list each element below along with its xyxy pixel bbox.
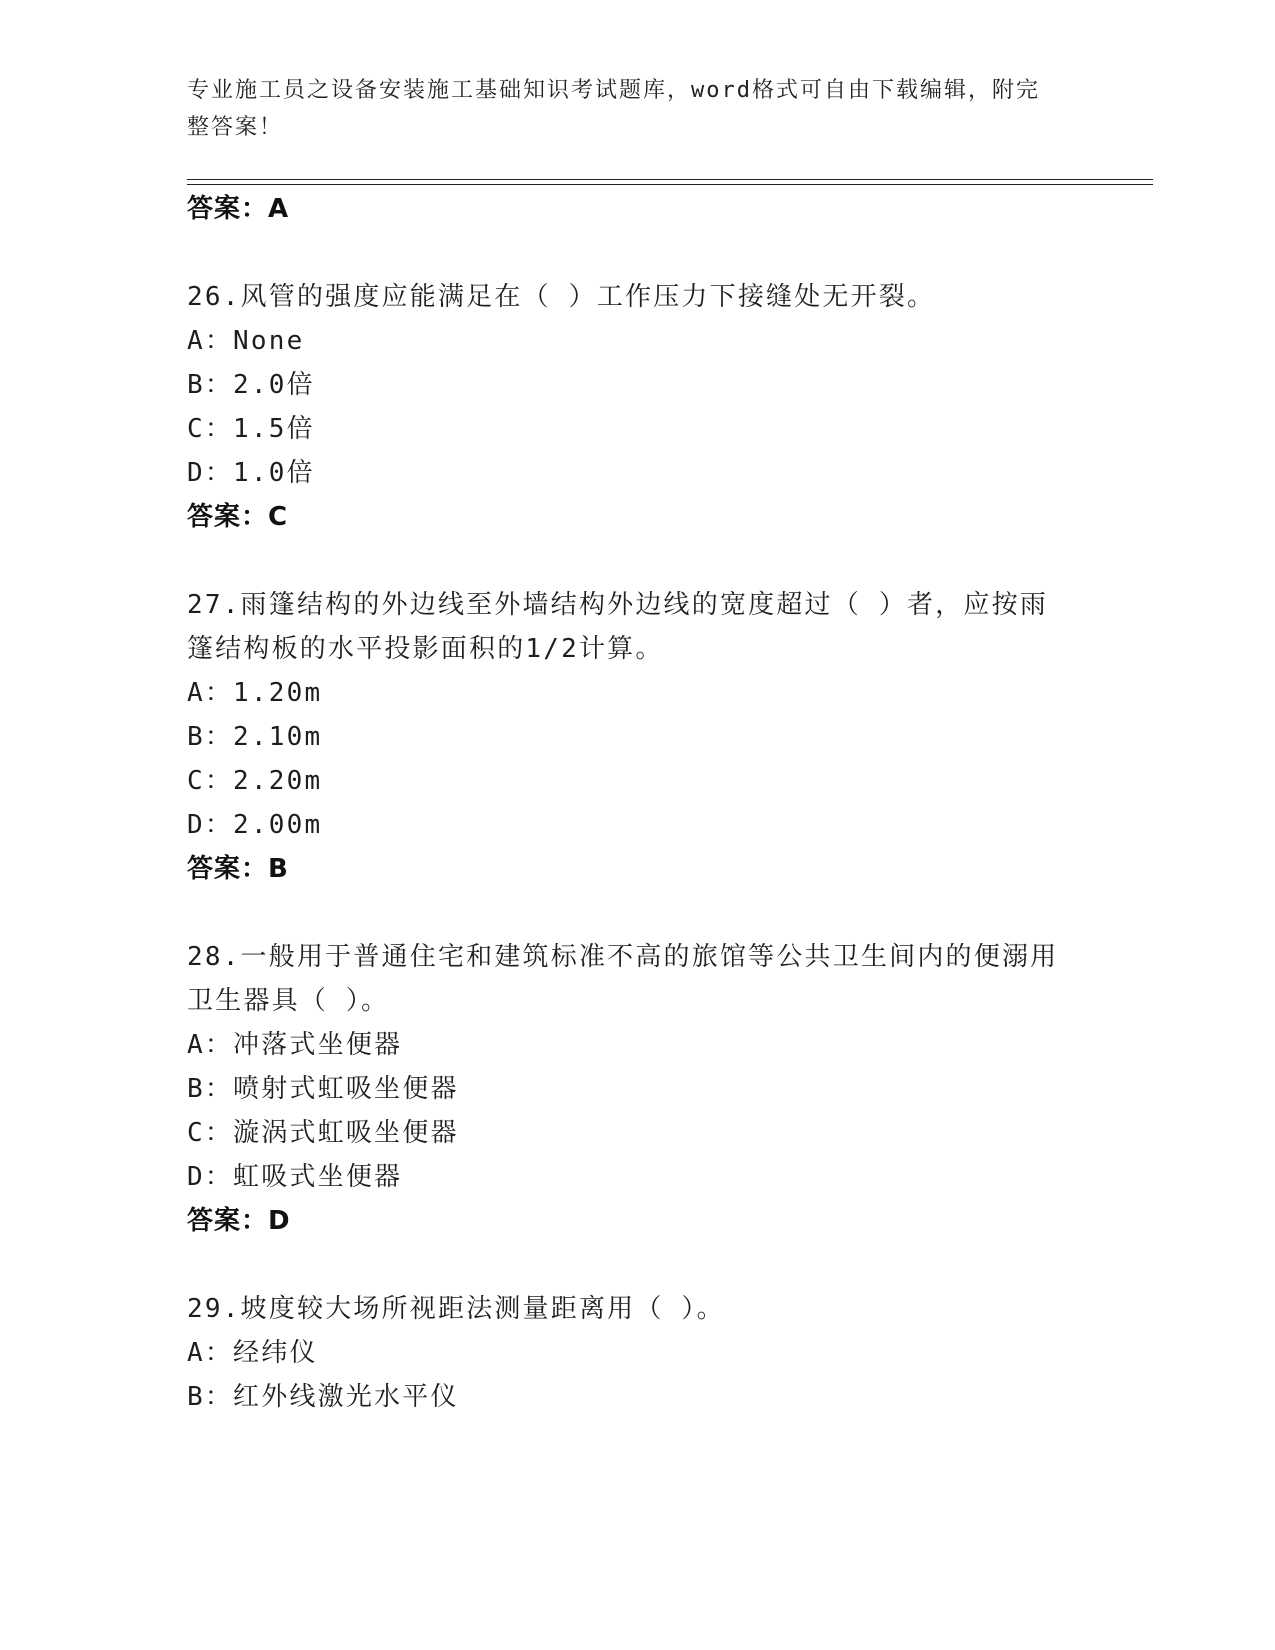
question-28-option-c: C：漩涡式虹吸坐便器 — [187, 1118, 459, 1148]
question-27-option-d: D：2.00m — [187, 810, 323, 840]
question-29-stem: 29.坡度较大场所视距法测量距离用（ ）。 — [187, 1294, 725, 1324]
question-29-option-a: A：经纬仪 — [187, 1338, 318, 1368]
question-26-option-c: C：1.5倍 — [187, 414, 315, 444]
question-26-answer: 答案：C — [187, 502, 289, 532]
header-line-1: 专业施工员之设备安装施工基础知识考试题库，word格式可自由下载编辑，附完 — [187, 78, 1040, 103]
question-29-option-b: B：红外线激光水平仪 — [187, 1382, 459, 1412]
question-27-stem-line-1: 27.雨篷结构的外边线至外墙结构外边线的宽度超过（ ）者，应按雨 — [187, 590, 1049, 620]
question-27-option-b: B：2.10m — [187, 722, 323, 752]
question-28-option-d: D：虹吸式坐便器 — [187, 1162, 403, 1192]
header-line-2: 整答案！ — [187, 115, 284, 140]
question-26-option-a: A：None — [187, 326, 305, 356]
document-header — [187, 72, 1067, 146]
question-27-answer: 答案：B — [187, 854, 289, 884]
question-27-option-a: A：1.20m — [187, 678, 323, 708]
question-27-stem-line-2: 篷结构板的水平投影面积的1/2计算。 — [187, 634, 664, 664]
header-rule-bottom — [187, 184, 1153, 185]
header-rule-top — [187, 179, 1153, 180]
question-28-stem-line-1: 28.一般用于普通住宅和建筑标准不高的旅馆等公共卫生间内的便溺用 — [187, 942, 1059, 972]
question-28-option-b: B：喷射式虹吸坐便器 — [187, 1074, 459, 1104]
question-28-option-a: A：冲落式坐便器 — [187, 1030, 403, 1060]
question-26-option-d: D：1.0倍 — [187, 458, 315, 488]
question-28-stem-line-2: 卫生器具（ ）。 — [187, 986, 390, 1016]
question-26-option-b: B：2.0倍 — [187, 370, 315, 400]
question-28-answer: 答案：D — [187, 1206, 291, 1236]
question-27-option-c: C：2.20m — [187, 766, 323, 796]
answer-line: 答案：A — [187, 194, 290, 224]
question-26-stem: 26.风管的强度应能满足在（ ）工作压力下接缝处无开裂。 — [187, 282, 936, 312]
